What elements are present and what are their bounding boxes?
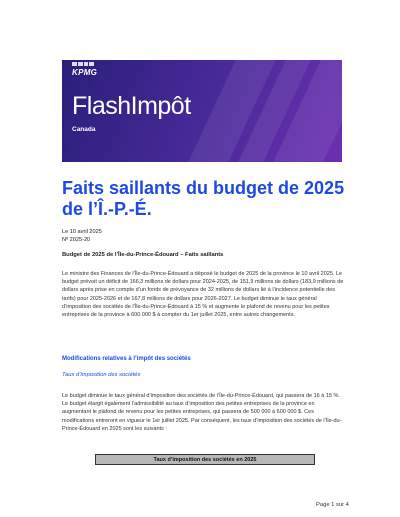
product-name: FlashImpôt bbox=[72, 92, 191, 120]
page-number: Page 1 sur 4 bbox=[316, 502, 349, 508]
intro-paragraph: Le ministre des Finances de l’Île-du-Prince-Édouard a déposé le budget de 2025 de la province le 10 avril 2025. Le budget prévoit un déficit de 166,3 millions de dollars pour 2024-2025, de 151,9 millions de dollars (183,9 millions de dollars après prise en compte d’un fonds de prévoyance de 32 millions de dollars lié à l’incidence potentielle des tarifs) pour 2025-2026 et de 167,8 millions de dollars pour 2026-2027. Le budget diminue le taux général d’imposition des sociétés de l’Île-du-Prince-Édouard à 15 % et augmente le plafond de revenu pour les petites entreprises de la province à 600 000 $ à compter du 1er juillet 2025, entre autres changements. bbox=[62, 271, 344, 319]
publication-date: Le 10 avril 2025 bbox=[62, 229, 102, 235]
region-label: Canada bbox=[72, 126, 96, 133]
section-heading: Modifications relatives à l’impôt des sociétés bbox=[62, 356, 191, 362]
publication-meta bbox=[62, 228, 102, 244]
publication-number: Nº 2025-20 bbox=[62, 237, 91, 243]
kpmg-logo-mark-icon bbox=[72, 62, 94, 66]
subsection-heading: Taux d’imposition des sociétés bbox=[62, 372, 141, 378]
section-paragraph: Le budget diminue le taux général d’imposition des sociétés de l’Île-du-Prince-Édouard, qui passera de 16 à 15 %. Le budget élargit également l’admissibilité au taux d’imposition des petites entreprises de la province en augmentant le plafond de revenu pour les petites entreprises, qui passera de 500 000 à 600 000 $. Ces modifications entreront en vigueur le 1er juillet 2025. Par conséquent, les taux d’imposition des sociétés de l’Île-du-Prince-Édouard en 2025 sont les suivants : bbox=[62, 393, 342, 432]
intro-heading: Budget de 2025 de l’Île-du-Prince-Édouard – Faits saillants bbox=[62, 252, 224, 258]
table-header: Taux d’imposition des sociétés en 2025 bbox=[95, 454, 315, 465]
page-title: Faits saillants du budget de 2025 de l’Î.-P.-É. bbox=[62, 178, 345, 219]
kpmg-logo: KPMG bbox=[72, 68, 98, 77]
flashimpot-banner bbox=[62, 60, 342, 162]
